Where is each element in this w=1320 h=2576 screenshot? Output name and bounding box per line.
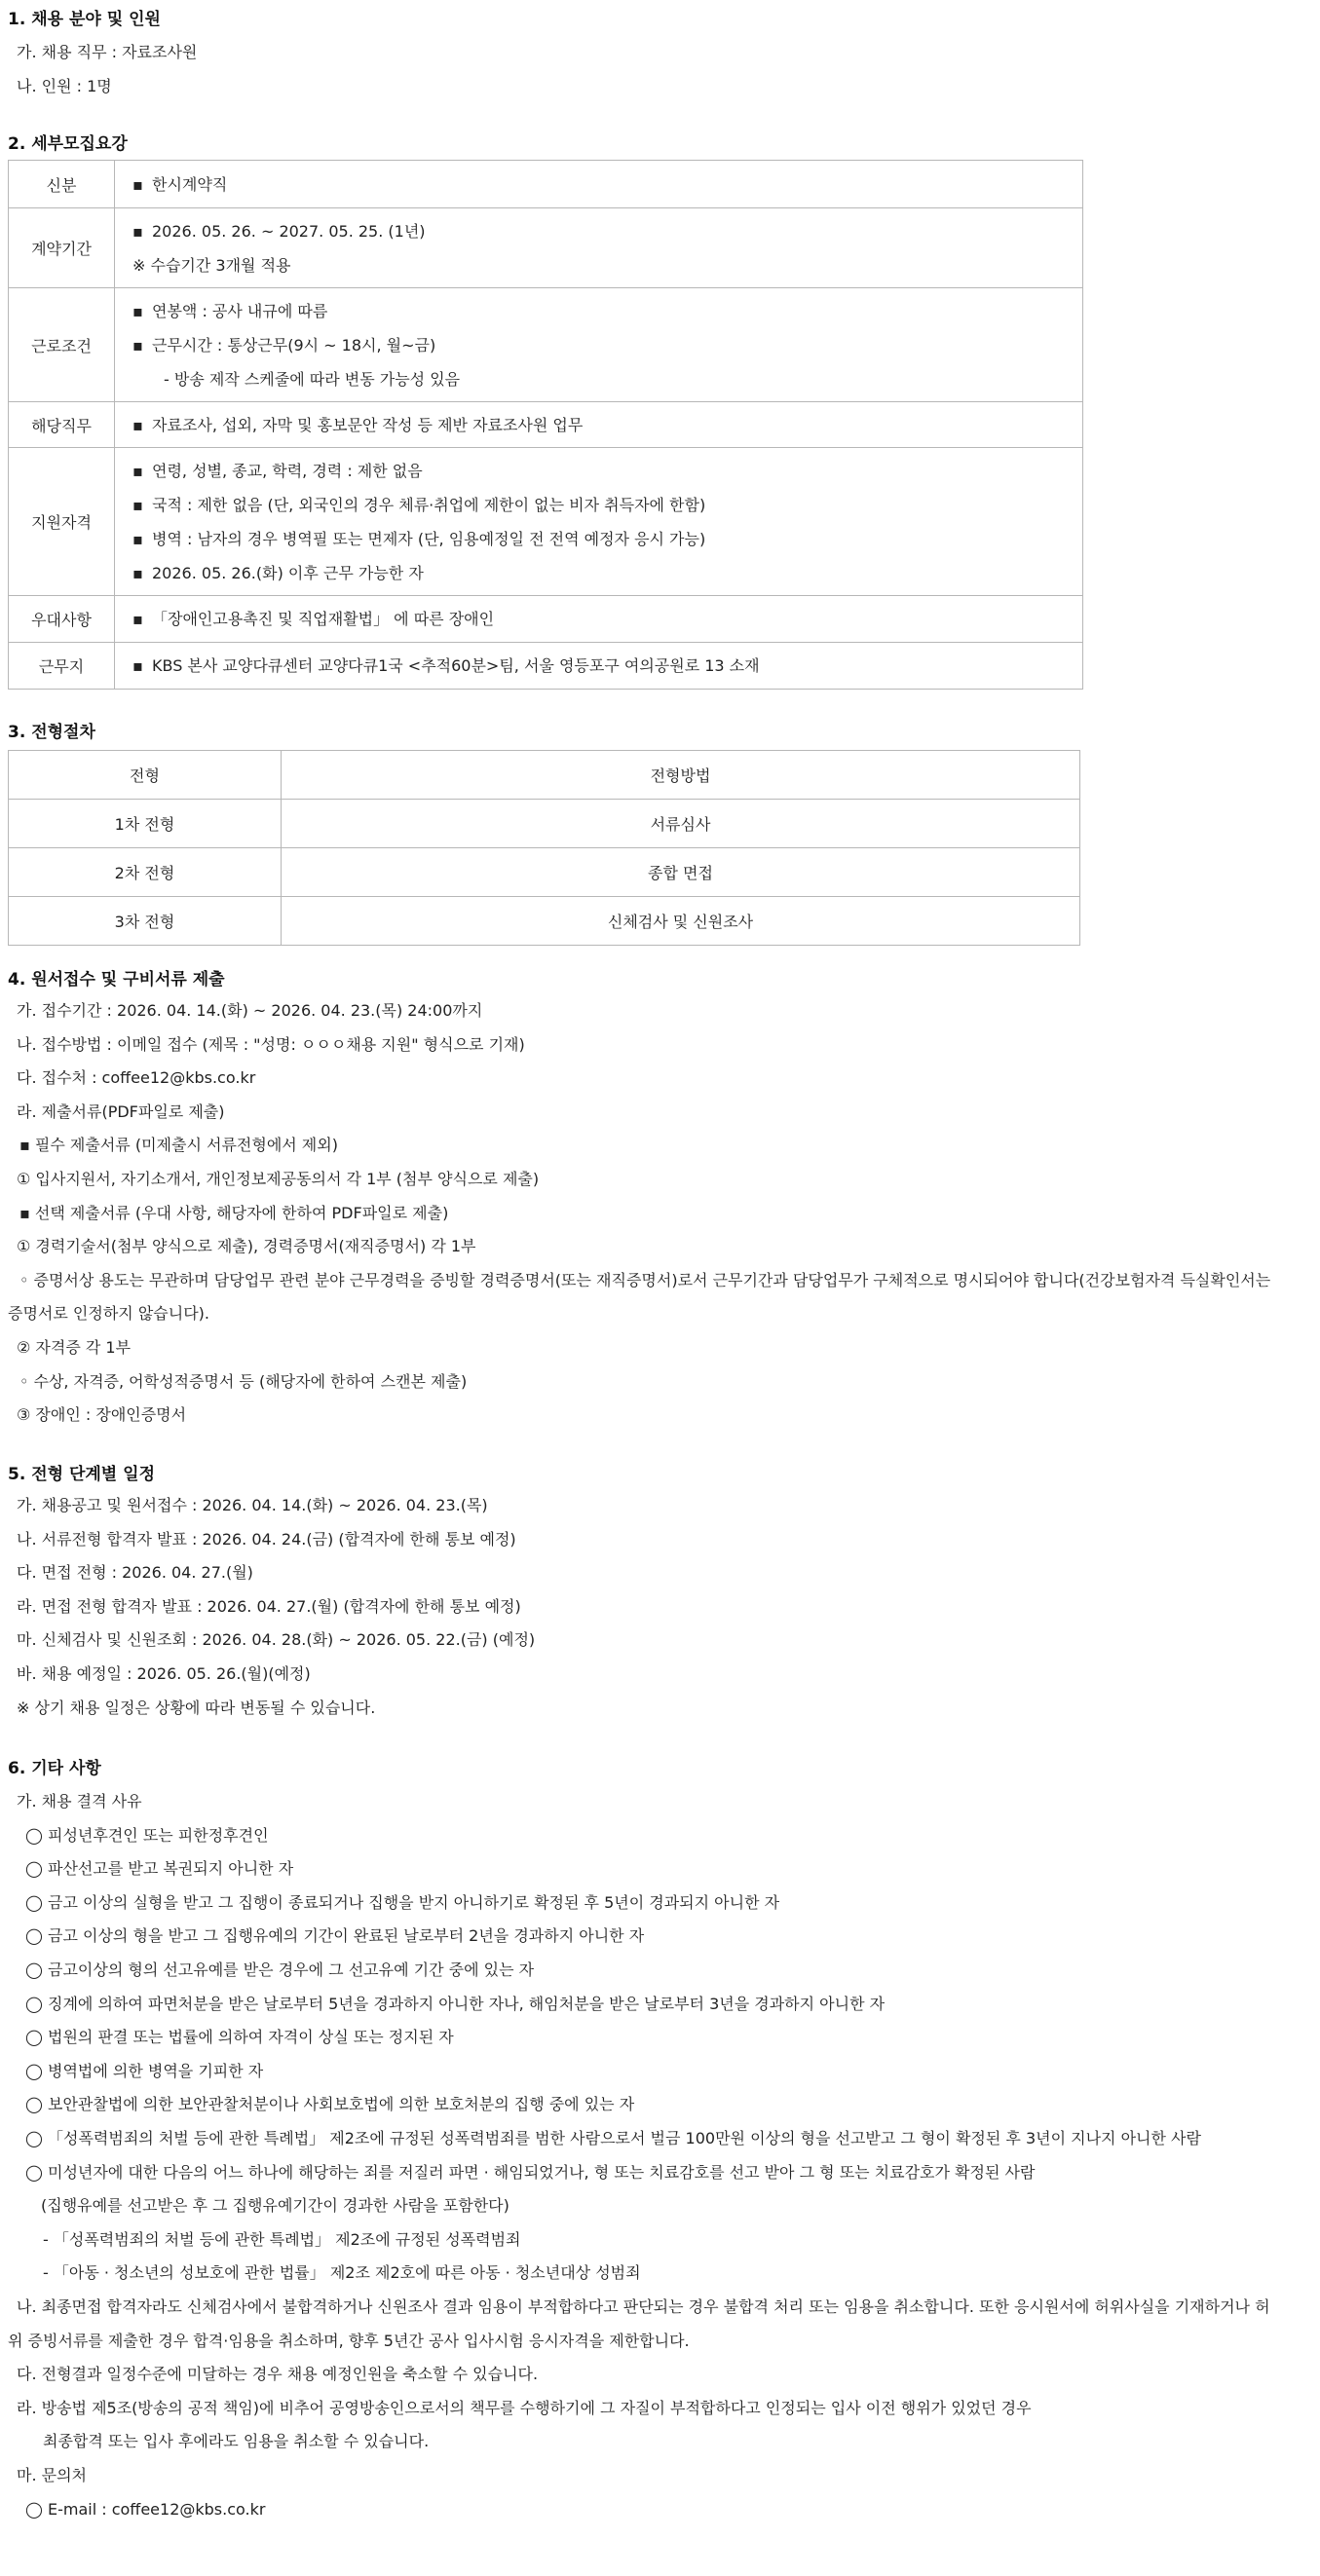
item-text: 「장애인고용촉진 및 직업재활법」 에 따른 장애인 (152, 610, 495, 628)
item-text: 2026. 05. 26.(화) 이후 근무 가능한 자 (152, 563, 424, 582)
sec1-line: 가. 채용 직무 : 자료조사원 (17, 43, 198, 61)
sec6-line: (집행유예를 선고받은 후 그 집행유예기간이 경과한 사람을 포함한다) (41, 2196, 509, 2216)
sec6-line: ◯ 금고이상의 형의 선고유예를 받은 경우에 그 선고유예 기간 중에 있는 자 (25, 1960, 535, 1979)
sec6-line: ◯ 법원의 판결 또는 법률에 의하여 자격이 상실 또는 정지된 자 (25, 2028, 454, 2047)
sec6-line: ◯ 「성폭력범죄의 처벌 등에 관한 특례법」 제2조에 규정된 성폭력범죄를 범한 사람으로서 벌금 100만원 이상의 형을 선고받고 그 형이 확정된 후 3년이 지나지 아니한 사람 (25, 2129, 1201, 2147)
row-content (115, 161, 1083, 208)
row-label: 계약기간 (9, 208, 115, 288)
row-content (115, 402, 1083, 448)
bullet-item (115, 649, 1081, 683)
sec4-line: ③ 장애인 : 장애인증명서 (17, 1405, 187, 1425)
sec4-line: ▪ 필수 제출서류 (미제출시 서류전형에서 제외) (19, 1136, 338, 1155)
row-content (115, 448, 1083, 596)
sec6-line: - 「아동 · 청소년의 성보호에 관한 법률」 제2조 제2호에 따른 아동 · 청소년대상 성범죄 (43, 2263, 641, 2283)
table-header-cell: 전형 (9, 751, 282, 800)
item-text: 자료조사, 섭외, 자막 및 홍보문안 작성 등 제반 자료조사원 업무 (152, 415, 584, 434)
table-cell: 서류심사 (282, 800, 1080, 848)
table-cell: 2차 전형 (9, 848, 282, 897)
row-content (115, 288, 1083, 402)
table-header-row (9, 751, 1080, 800)
table-row (9, 643, 1083, 690)
table-row (9, 897, 1080, 946)
table-header-cell: 전형방법 (282, 751, 1080, 800)
table-row (9, 448, 1083, 596)
bullet-icon: ▪ (132, 415, 143, 434)
item-text: KBS 본사 교양다큐센터 교양다큐1국 <추적60분>팀, 서울 영등포구 여의공원로 13 소재 (152, 656, 760, 675)
row-label: 우대사항 (9, 596, 115, 643)
row-label: 신분 (9, 161, 115, 208)
bullet-icon: ▪ (132, 656, 143, 675)
bullet-item (115, 168, 1081, 202)
sec6-line: ◯ 보안관찰법에 의한 보안관찰처분이나 사회보호법에 의한 보호처분의 집행 중에 있는 자 (25, 2095, 635, 2114)
table-row (9, 596, 1083, 643)
table-row (9, 402, 1083, 448)
item-text: - 방송 제작 스케줄에 따라 변동 가능성 있음 (164, 369, 461, 389)
item-text: 연봉액 : 공사 내규에 따름 (152, 301, 328, 320)
sec6-line: 나. 최종면접 합격자라도 신체검사에서 불합격하거나 신원조사 결과 임용이 부적합하다고 판단되는 경우 불합격 처리 또는 임용을 취소합니다. 또한 응시원서에 허위사실을 기재하거나 허 (17, 2297, 1270, 2316)
row-label: 근무지 (9, 643, 115, 690)
sec4-line: ◦ 수상, 자격증, 어학성적증명서 등 (해당자에 한하여 스캔본 제출) (19, 1371, 468, 1391)
bullet-icon: ▪ (132, 529, 143, 548)
sec4-line: 다. 접수처 : coffee12@kbs.co.kr (17, 1068, 256, 1088)
table-cell: 신체검사 및 신원조사 (282, 897, 1080, 946)
note-item (115, 248, 1081, 282)
table-row (9, 288, 1083, 402)
sec6-line: 라. 방송법 제5조(방송의 공적 책임)에 비추어 공영방송인으로서의 책무를 수행하기에 그 자질이 부적합하다고 인정되는 입사 이전 행위가 있었던 경우 (17, 2398, 1032, 2417)
bullet-item (115, 488, 1081, 522)
row-content (115, 208, 1083, 288)
row-content (115, 643, 1083, 690)
item-text: ※ 수습기간 3개월 적용 (132, 255, 291, 275)
sec6-line: ◯ 금고 이상의 형을 받고 그 집행유예의 기간이 완료된 날로부터 2년을 경과하지 아니한 자 (25, 1926, 645, 1946)
table-row (9, 848, 1080, 897)
sec6-line: 마. 문의처 (17, 2466, 87, 2484)
row-content (115, 596, 1083, 643)
sec6-line: ◯ E-mail : coffee12@kbs.co.kr (25, 2499, 266, 2519)
sec4-line: ① 경력기술서(첨부 양식으로 제출), 경력증명서(재직증명서) 각 1부 (17, 1237, 476, 1256)
sec6-line: 가. 채용 결격 사유 (17, 1792, 142, 1811)
table-cell: 3차 전형 (9, 897, 282, 946)
bullet-item (115, 522, 1081, 556)
sec6-line: ◯ 미성년자에 대한 다음의 어느 하나에 해당하는 죄를 저질러 파면 · 해임되었거나, 형 또는 치료감호를 선고 받아 그 형 또는 치료감호가 확정된 사람 (25, 2162, 1036, 2182)
sec6-line: ◯ 파산선고를 받고 복권되지 아니한 자 (25, 1859, 294, 1879)
bullet-item (115, 602, 1081, 636)
sec6-line: 위 증빙서류를 제출한 경우 합격·임용을 취소하며, 향후 5년간 공사 입사시험 응시자격을 제한합니다. (8, 2331, 690, 2350)
bullet-icon: ▪ (132, 563, 143, 582)
sec6-line: 다. 전형결과 일정수준에 미달하는 경우 채용 예정인원을 축소할 수 있습니다. (17, 2365, 539, 2384)
section-6-title: 6. 기타 사항 (8, 1759, 101, 1778)
item-text: 연령, 성별, 종교, 학력, 경력 : 제한 없음 (152, 461, 423, 480)
table-row (9, 161, 1083, 208)
sec4-line: ② 자격증 각 1부 (17, 1338, 132, 1357)
sec1-line: 나. 인원 : 1명 (17, 77, 112, 95)
bullet-icon: ▪ (132, 461, 143, 480)
bullet-icon: ▪ (132, 301, 143, 320)
bullet-item (115, 454, 1081, 488)
sec5-line: 마. 신체검사 및 신원조회 : 2026. 04. 28.(화) ~ 2026. 05. 22.(금) (예정) (17, 1630, 536, 1650)
item-text: 2026. 05. 26. ~ 2027. 05. 25. (1년) (152, 221, 426, 241)
item-text: 국적 : 제한 없음 (단, 외국인의 경우 체류·취업에 제한이 없는 비자 취득자에 한함) (152, 495, 706, 514)
section-4-title: 4. 원서접수 및 구비서류 제출 (8, 970, 225, 989)
sec6-line: ◯ 피성년후견인 또는 피한정후견인 (25, 1825, 269, 1845)
sec6-line: - 「성폭력범죄의 처벌 등에 관한 특례법」 제2조에 규정된 성폭력범죄 (43, 2229, 521, 2249)
table-row (9, 800, 1080, 848)
sec5-line: 다. 면접 전형 : 2026. 04. 27.(월) (17, 1563, 253, 1583)
sec6-line: 최종합격 또는 입사 후에라도 임용을 취소할 수 있습니다. (43, 2432, 430, 2451)
sec6-line: ◯ 금고 이상의 실형을 받고 그 집행이 종료되거나 집행을 받지 아니하기로 확정된 후 5년이 경과되지 아니한 자 (25, 1892, 780, 1912)
sec5-line: 바. 채용 예정일 : 2026. 05. 26.(월)(예정) (17, 1664, 311, 1683)
bullet-item (115, 328, 1081, 362)
section-2-title: 2. 세부모집요강 (8, 134, 128, 154)
bullet-icon: ▪ (132, 221, 143, 241)
bullet-icon: ▪ (132, 174, 143, 194)
section-3-title: 3. 전형절차 (8, 723, 95, 742)
item-text: 근무시간 : 통상근무(9시 ~ 18시, 월~금) (152, 335, 436, 355)
bullet-item (115, 214, 1081, 248)
bullet-item (115, 408, 1081, 442)
bullet-item (115, 294, 1081, 328)
row-label: 해당직무 (9, 402, 115, 448)
table-row (9, 208, 1083, 288)
sec5-line: 나. 서류전형 합격자 발표 : 2026. 04. 24.(금) (합격자에 한해 통보 예정) (17, 1529, 516, 1549)
sec4-line: 가. 접수기간 : 2026. 04. 14.(화) ~ 2026. 04. 23.(목) 24:00까지 (17, 1001, 483, 1020)
sec4-line: 증명서로 인정하지 않습니다). (8, 1304, 209, 1324)
sec5-line: 가. 채용공고 및 원서접수 : 2026. 04. 14.(화) ~ 2026. 04. 23.(목) (17, 1496, 488, 1514)
bullet-icon: ▪ (132, 495, 143, 514)
sub-item (115, 362, 1081, 396)
sec4-line: ① 입사지원서, 자기소개서, 개인정보제공동의서 각 1부 (첨부 양식으로 제출) (17, 1170, 540, 1188)
sec4-line: 라. 제출서류(PDF파일로 제출) (17, 1101, 225, 1121)
sec6-line: ◯ 징계에 의하여 파면처분을 받은 날로부터 5년을 경과하지 아니한 자나, 해임처분을 받은 날로부터 3년을 경과하지 아니한 자 (25, 1994, 886, 2013)
row-label: 근로조건 (9, 288, 115, 402)
sec5-line: 라. 면접 전형 합격자 발표 : 2026. 04. 27.(월) (합격자에 한해 통보 예정) (17, 1596, 521, 1616)
sec6-line: ◯ 병역법에 의한 병역을 기피한 자 (25, 2061, 264, 2080)
table-cell: 종합 면접 (282, 848, 1080, 897)
sec5-line: ※ 상기 채용 일정은 상황에 따라 변동될 수 있습니다. (17, 1698, 376, 1717)
sec4-line: 나. 접수방법 : 이메일 접수 (제목 : "성명: ㅇㅇㅇ채용 지원" 형식으로 기재) (17, 1034, 525, 1054)
row-label: 지원자격 (9, 448, 115, 596)
bullet-icon: ▪ (132, 610, 143, 628)
sec4-line: ◦ 증명서상 용도는 무관하며 담당업무 관련 분야 근무경력을 증빙할 경력증명서(또는 재직증명서)로서 근무기간과 담당업무가 구체적으로 명시되어야 합니다(건강보험자격 득실확인서는 (19, 1270, 1271, 1289)
section-1-title: 1. 채용 분야 및 인원 (8, 10, 161, 29)
recruitment-details-table (8, 160, 1083, 690)
sec4-line: ▪ 선택 제출서류 (우대 사항, 해당자에 한하여 PDF파일로 제출) (19, 1203, 449, 1222)
selection-process-table (8, 750, 1080, 946)
bullet-icon: ▪ (132, 335, 143, 355)
table-cell: 1차 전형 (9, 800, 282, 848)
item-text: 한시계약직 (152, 174, 228, 194)
item-text: 병역 : 남자의 경우 병역필 또는 면제자 (단, 임용예정일 전 전역 예정자 응시 가능) (152, 529, 706, 548)
bullet-item (115, 556, 1081, 590)
section-5-title: 5. 전형 단계별 일정 (8, 1465, 155, 1484)
